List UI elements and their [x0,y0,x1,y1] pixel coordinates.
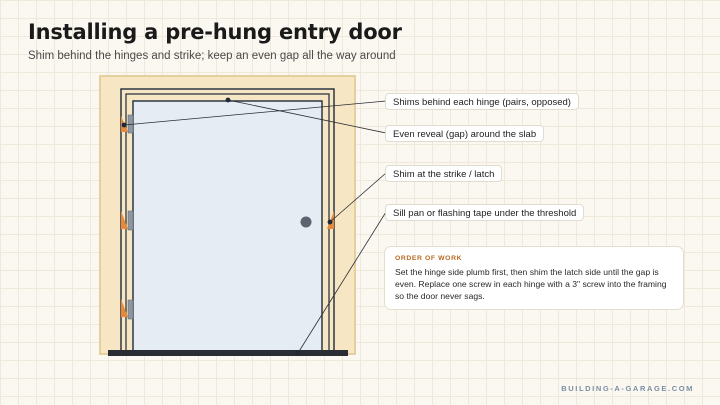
leader-dot-icon [296,351,301,356]
order-of-work-body: Set the hinge side plumb first, then shim the latch side until the gap is even. Replace one screw in each hinge with a 3" screw into the framing so the door never sags. [395,267,667,301]
callout-sill: Sill pan or flashing tape under the threshold [385,204,584,221]
door-slab [133,101,322,351]
footer-brand: BUILDING-A-GARAGE.COM [561,384,694,393]
threshold [108,350,348,356]
leader-dot-icon [226,98,231,103]
order-of-work-heading: ORDER OF WORK [395,255,463,262]
order-of-work-card [384,246,684,310]
page-title: Installing a pre-hung entry door [28,20,402,44]
leader-dot-icon [122,123,127,128]
hinge-middle [128,211,133,230]
callout-strike-shim: Shim at the strike / latch [385,165,502,182]
knob-icon [301,217,312,228]
hinge-bottom [128,300,133,319]
leader-dot-icon [328,220,333,225]
callout-reveal: Even reveal (gap) around the slab [385,125,544,142]
page-subtitle: Shim behind the hinges and strike; keep an even gap all the way around [28,50,396,62]
callout-hinge-shims: Shims behind each hinge (pairs, opposed) [385,93,579,110]
